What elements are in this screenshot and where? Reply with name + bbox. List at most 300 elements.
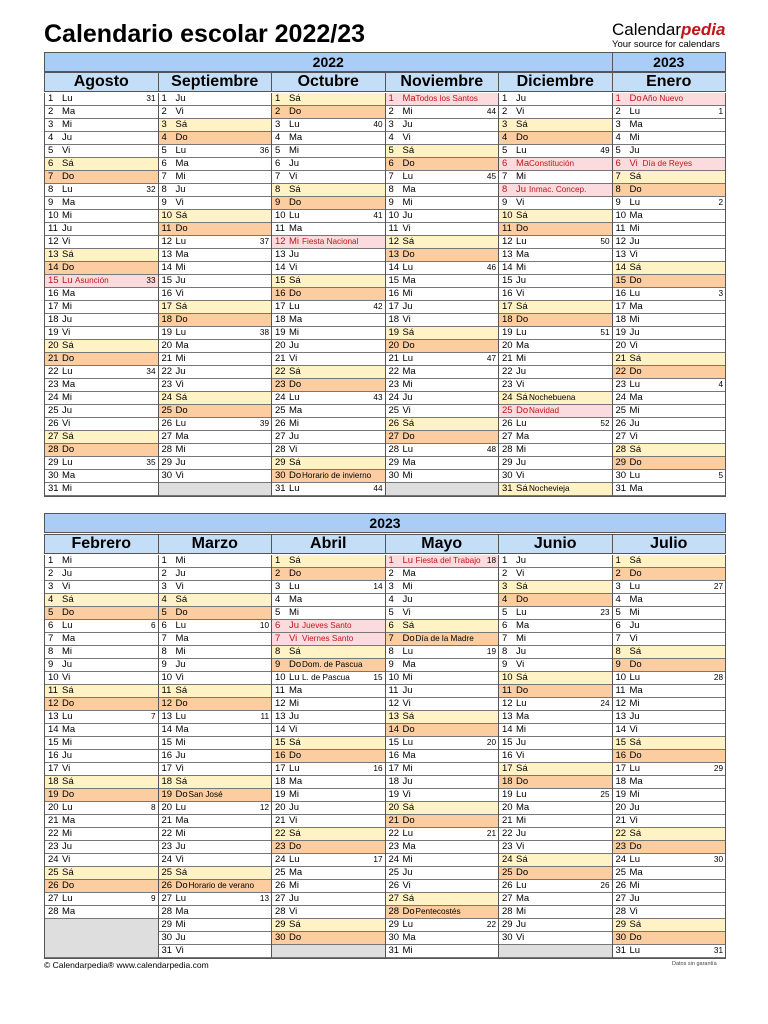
weekday-label: Vi bbox=[516, 379, 525, 390]
day-number: 19 bbox=[275, 327, 286, 338]
day-number: 9 bbox=[275, 197, 281, 208]
day-row bbox=[499, 262, 612, 275]
week-number: 40 bbox=[373, 120, 383, 129]
weekday-label: Sá bbox=[516, 301, 528, 312]
day-row bbox=[499, 418, 612, 431]
year-header: 2023 bbox=[44, 513, 726, 533]
day-number: 9 bbox=[388, 197, 394, 208]
day-row bbox=[386, 392, 499, 405]
weekday-label: Mi bbox=[62, 737, 73, 748]
day-row bbox=[159, 919, 272, 932]
weekday-label: Ju bbox=[175, 932, 186, 943]
day-number: 7 bbox=[615, 633, 621, 644]
day-number: 7 bbox=[161, 633, 167, 644]
weekday-label: Sá bbox=[629, 353, 642, 364]
day-number: 16 bbox=[161, 288, 173, 299]
weekday-label: Do bbox=[175, 607, 188, 618]
weekday-label: Lu bbox=[62, 457, 73, 468]
day-number: 25 bbox=[388, 405, 400, 416]
weekday-label: Sá bbox=[629, 262, 642, 273]
day-number: 8 bbox=[502, 184, 508, 195]
weekday-label: Ma bbox=[402, 275, 416, 286]
day-number: 23 bbox=[615, 379, 627, 390]
event-label: Nochebuena bbox=[529, 393, 576, 402]
day-row bbox=[159, 880, 272, 893]
day-number: 26 bbox=[502, 418, 513, 429]
weekday-label: Mi bbox=[175, 919, 186, 930]
day-number: 24 bbox=[615, 854, 627, 865]
weekday-label: Do bbox=[629, 750, 642, 761]
day-number: 11 bbox=[388, 223, 399, 234]
day-row bbox=[272, 724, 385, 737]
day-number: 9 bbox=[48, 659, 54, 670]
day-number: 24 bbox=[275, 854, 286, 865]
weekday-label: Ma bbox=[402, 750, 416, 761]
weekday-label: Do bbox=[289, 568, 302, 579]
day-row bbox=[499, 607, 612, 620]
day-number: 21 bbox=[161, 353, 173, 364]
weekday-label: Ma bbox=[289, 223, 303, 234]
weekday-label: Sá bbox=[62, 249, 74, 260]
day-row bbox=[45, 828, 158, 841]
day-row bbox=[499, 828, 612, 841]
day-number: 23 bbox=[275, 379, 286, 390]
day-row bbox=[613, 776, 726, 789]
day-row bbox=[613, 457, 726, 470]
day-number: 6 bbox=[502, 158, 508, 169]
day-number: 27 bbox=[48, 893, 59, 904]
weekday-label: Ju bbox=[516, 828, 527, 839]
weekday-label: Ju bbox=[629, 802, 640, 813]
week-number: 37 bbox=[259, 237, 269, 246]
weekday-label: Ju bbox=[516, 93, 527, 104]
weekday-label: Ma bbox=[289, 132, 303, 143]
day-number: 12 bbox=[275, 236, 286, 247]
day-row bbox=[45, 184, 158, 197]
day-row bbox=[386, 932, 499, 945]
weekday-label: Sá bbox=[516, 119, 528, 130]
day-row bbox=[159, 581, 272, 594]
day-number: 4 bbox=[502, 132, 508, 143]
weekday-label: Vi bbox=[289, 906, 298, 917]
weekday-label: Lu bbox=[402, 262, 414, 273]
weekday-label: Sá bbox=[516, 392, 528, 403]
day-number: 14 bbox=[161, 262, 173, 273]
day-row bbox=[499, 880, 612, 893]
week-number: 19 bbox=[486, 647, 496, 656]
weekday-label: Vi bbox=[629, 431, 638, 442]
day-row bbox=[45, 568, 158, 581]
weekday-label: Ju bbox=[629, 711, 640, 722]
day-row bbox=[613, 711, 726, 724]
day-number: 8 bbox=[275, 646, 281, 657]
day-number: 1 bbox=[275, 93, 281, 104]
day-row bbox=[499, 483, 612, 496]
day-number: 15 bbox=[502, 737, 513, 748]
day-number: 26 bbox=[502, 880, 513, 891]
weekday-label: Ma bbox=[175, 724, 189, 735]
day-number: 7 bbox=[502, 633, 508, 644]
day-row bbox=[613, 301, 726, 314]
weekday-label: Do bbox=[62, 789, 75, 800]
day-number: 12 bbox=[275, 698, 286, 709]
weekday-label: Do bbox=[289, 379, 302, 390]
day-row bbox=[386, 867, 499, 880]
weekday-label: Lu bbox=[629, 470, 641, 481]
week-number: 35 bbox=[146, 458, 156, 467]
weekday-label: Vi bbox=[629, 815, 638, 826]
holiday-label: Fiesta Nacional bbox=[302, 237, 359, 246]
day-number: 16 bbox=[388, 750, 400, 761]
weekday-label: Ju bbox=[289, 620, 300, 631]
day-number: 6 bbox=[502, 620, 508, 631]
day-row bbox=[272, 340, 385, 353]
weekday-label: Ma bbox=[62, 906, 76, 917]
weekday-label: Ju bbox=[62, 568, 73, 579]
month-column bbox=[498, 555, 613, 959]
weekday-label: Sá bbox=[402, 893, 415, 904]
weekday-label: Sá bbox=[175, 392, 188, 403]
weekday-label: Do bbox=[62, 171, 75, 182]
event-label: Dom. de Pascua bbox=[302, 660, 363, 669]
empty-cell bbox=[45, 919, 158, 958]
day-number: 24 bbox=[48, 392, 59, 403]
day-number: 2 bbox=[502, 568, 508, 579]
weekday-label: Ju bbox=[175, 275, 186, 286]
day-number: 29 bbox=[48, 457, 59, 468]
day-row bbox=[499, 776, 612, 789]
weekday-label: Ju bbox=[516, 555, 527, 566]
weekday-label: Vi bbox=[175, 763, 184, 774]
weekday-label: Vi bbox=[516, 288, 525, 299]
weekday-label: Ju bbox=[629, 145, 640, 156]
weekday-label: Mi bbox=[629, 607, 640, 618]
weekday-label: Ju bbox=[402, 392, 413, 403]
day-row bbox=[45, 353, 158, 366]
weekday-label: Mi bbox=[629, 880, 640, 891]
weekday-label: Mi bbox=[516, 262, 527, 273]
day-row bbox=[272, 470, 385, 483]
week-number: 31 bbox=[146, 94, 156, 103]
weekday-label: Ma bbox=[289, 867, 303, 878]
weekday-label: Ma bbox=[402, 366, 416, 377]
day-row bbox=[499, 919, 612, 932]
day-row bbox=[499, 854, 612, 867]
day-row bbox=[613, 392, 726, 405]
day-row bbox=[613, 444, 726, 457]
day-number: 13 bbox=[615, 249, 627, 260]
weekday-label: Lu bbox=[516, 880, 527, 891]
day-row bbox=[386, 711, 499, 724]
day-number: 29 bbox=[275, 919, 286, 930]
day-row bbox=[499, 906, 612, 919]
day-row bbox=[45, 841, 158, 854]
day-row bbox=[159, 223, 272, 236]
day-number: 4 bbox=[275, 132, 281, 143]
weekday-label: Mi bbox=[289, 327, 300, 338]
weekday-label: Mi bbox=[516, 171, 527, 182]
weekday-label: Mi bbox=[402, 197, 413, 208]
day-number: 12 bbox=[502, 698, 513, 709]
week-number: 44 bbox=[373, 484, 383, 493]
day-number: 4 bbox=[161, 594, 167, 605]
day-number: 7 bbox=[161, 171, 167, 182]
day-row bbox=[613, 919, 726, 932]
day-row bbox=[272, 145, 385, 158]
week-number: 24 bbox=[600, 699, 610, 708]
day-row bbox=[499, 288, 612, 301]
day-number: 26 bbox=[388, 418, 400, 429]
weekday-label: Lu bbox=[175, 418, 187, 429]
weekday-label: Lu bbox=[289, 854, 300, 865]
day-row bbox=[499, 802, 612, 815]
day-number: 31 bbox=[388, 945, 400, 956]
weekday-label: Lu bbox=[402, 646, 414, 657]
weekday-label: Lu bbox=[629, 763, 641, 774]
day-row bbox=[159, 366, 272, 379]
day-row bbox=[613, 145, 726, 158]
day-number: 22 bbox=[615, 828, 627, 839]
day-row bbox=[613, 418, 726, 431]
day-row bbox=[159, 685, 272, 698]
week-number: 20 bbox=[486, 738, 496, 747]
day-number: 17 bbox=[48, 763, 59, 774]
day-row bbox=[159, 340, 272, 353]
day-number: 22 bbox=[48, 828, 59, 839]
day-number: 12 bbox=[388, 236, 400, 247]
day-number: 4 bbox=[615, 132, 621, 143]
month-header: Febrero bbox=[44, 534, 159, 554]
day-row bbox=[159, 789, 272, 802]
day-row bbox=[386, 919, 499, 932]
weekday-label: Do bbox=[402, 340, 415, 351]
day-row bbox=[386, 828, 499, 841]
weekday-label: Ju bbox=[289, 158, 300, 169]
weekday-label: Mi bbox=[175, 262, 186, 273]
weekday-label: Ju bbox=[175, 457, 186, 468]
day-row bbox=[272, 932, 385, 945]
day-number: 9 bbox=[161, 659, 167, 670]
day-row bbox=[613, 262, 726, 275]
weekday-label: Lu bbox=[516, 145, 527, 156]
day-row bbox=[613, 171, 726, 184]
day-row bbox=[45, 93, 158, 106]
week-number: 2 bbox=[718, 198, 723, 207]
day-number: 17 bbox=[615, 301, 627, 312]
day-number: 15 bbox=[48, 737, 59, 748]
day-row bbox=[386, 672, 499, 685]
day-number: 30 bbox=[388, 932, 400, 943]
month-header: Octubre bbox=[271, 72, 386, 92]
weekday-label: Ju bbox=[402, 776, 413, 787]
weekday-label: Vi bbox=[516, 841, 525, 852]
day-row bbox=[613, 366, 726, 379]
day-row bbox=[45, 470, 158, 483]
day-number: 29 bbox=[161, 457, 173, 468]
day-number: 14 bbox=[388, 724, 400, 735]
weekday-label: Mi bbox=[516, 724, 527, 735]
day-number: 19 bbox=[161, 327, 173, 338]
weekday-label: Mi bbox=[402, 763, 413, 774]
day-row bbox=[272, 301, 385, 314]
weekday-label: Lu bbox=[175, 620, 187, 631]
weekday-label: Sá bbox=[62, 431, 74, 442]
day-number: 14 bbox=[48, 262, 59, 273]
day-row bbox=[159, 867, 272, 880]
day-row bbox=[613, 119, 726, 132]
day-number: 8 bbox=[48, 184, 54, 195]
weekday-label: Lu bbox=[402, 555, 414, 566]
weekday-label: Lu bbox=[289, 672, 300, 683]
day-row bbox=[272, 841, 385, 854]
day-number: 6 bbox=[48, 620, 54, 631]
day-row bbox=[499, 327, 612, 340]
week-number: 3 bbox=[718, 289, 723, 298]
weekday-label: Mi bbox=[629, 789, 640, 800]
day-row bbox=[272, 210, 385, 223]
weekday-label: Ma bbox=[629, 210, 643, 221]
weekday-label: Do bbox=[402, 249, 415, 260]
day-row bbox=[386, 275, 499, 288]
day-row bbox=[272, 366, 385, 379]
weekday-label: Do bbox=[62, 262, 75, 273]
day-number: 11 bbox=[502, 685, 512, 696]
holiday-label: Todos los Santos bbox=[415, 94, 478, 103]
holiday-label: Fiesta del Trabajo bbox=[415, 556, 481, 565]
day-number: 31 bbox=[275, 483, 286, 494]
weekday-label: Mi bbox=[175, 828, 186, 839]
day-row bbox=[613, 789, 726, 802]
day-number: 24 bbox=[48, 854, 59, 865]
day-number: 10 bbox=[161, 672, 173, 683]
day-number: 20 bbox=[275, 802, 286, 813]
week-number: 27 bbox=[713, 582, 723, 591]
event-label: San José bbox=[188, 790, 223, 799]
day-row bbox=[613, 867, 726, 880]
week-number: 11 bbox=[260, 712, 269, 721]
day-number: 15 bbox=[615, 737, 627, 748]
weekday-label: Vi bbox=[402, 789, 411, 800]
day-row bbox=[159, 184, 272, 197]
day-number: 23 bbox=[48, 379, 59, 390]
day-row bbox=[613, 620, 726, 633]
weekday-label: Do bbox=[402, 724, 415, 735]
day-number: 14 bbox=[48, 724, 59, 735]
day-row bbox=[272, 672, 385, 685]
month-column bbox=[271, 93, 386, 497]
day-row bbox=[386, 314, 499, 327]
weekday-label: Ju bbox=[175, 568, 186, 579]
weekday-label: Ju bbox=[289, 340, 300, 351]
day-number: 26 bbox=[615, 880, 627, 891]
weekday-label: Mi bbox=[62, 555, 73, 566]
weekday-label: Vi bbox=[516, 197, 525, 208]
weekday-label: Do bbox=[289, 288, 302, 299]
weekday-label: Do bbox=[62, 698, 75, 709]
weekday-label: Sá bbox=[516, 763, 528, 774]
day-row bbox=[386, 236, 499, 249]
weekday-label: Mi bbox=[289, 145, 300, 156]
day-number: 26 bbox=[615, 418, 627, 429]
day-row bbox=[45, 158, 158, 171]
day-number: 25 bbox=[161, 405, 173, 416]
weekday-label: Sá bbox=[62, 685, 74, 696]
day-row bbox=[386, 815, 499, 828]
day-row bbox=[386, 366, 499, 379]
weekday-label: Do bbox=[402, 815, 415, 826]
day-row bbox=[159, 431, 272, 444]
month-column bbox=[158, 555, 273, 959]
weekday-label: Sá bbox=[289, 366, 301, 377]
day-number: 15 bbox=[275, 737, 286, 748]
day-row bbox=[499, 106, 612, 119]
month-column bbox=[612, 555, 727, 959]
day-number: 1 bbox=[161, 93, 167, 104]
weekday-label: Ma bbox=[289, 776, 303, 787]
day-number: 9 bbox=[161, 197, 167, 208]
weekday-label: Ma bbox=[289, 405, 303, 416]
day-row bbox=[499, 158, 612, 171]
day-number: 8 bbox=[161, 646, 167, 657]
weekday-label: Vi bbox=[175, 379, 184, 390]
day-number: 3 bbox=[275, 119, 281, 130]
day-number: 21 bbox=[615, 815, 627, 826]
day-number: 13 bbox=[48, 249, 59, 260]
day-number: 17 bbox=[48, 301, 59, 312]
day-number: 9 bbox=[388, 659, 394, 670]
weekday-label: Sá bbox=[289, 555, 301, 566]
empty-cell bbox=[159, 483, 272, 496]
day-row bbox=[499, 301, 612, 314]
day-number: 16 bbox=[502, 288, 513, 299]
day-number: 24 bbox=[502, 854, 513, 865]
day-number: 15 bbox=[161, 275, 173, 286]
weekday-label: Ju bbox=[289, 431, 300, 442]
weekday-label: Vi bbox=[402, 223, 411, 234]
day-number: 26 bbox=[161, 418, 173, 429]
weekday-label: Ma bbox=[402, 841, 416, 852]
day-row bbox=[272, 197, 385, 210]
day-number: 16 bbox=[48, 750, 59, 761]
month-column bbox=[612, 93, 727, 497]
week-number: 6 bbox=[150, 621, 156, 630]
weekday-label: Mi bbox=[516, 353, 527, 364]
day-number: 3 bbox=[48, 581, 54, 592]
weekday-label: Ju bbox=[629, 620, 640, 631]
day-row bbox=[272, 249, 385, 262]
week-number: 18 bbox=[486, 556, 496, 565]
day-row bbox=[159, 405, 272, 418]
day-number: 28 bbox=[275, 444, 286, 455]
day-row bbox=[499, 750, 612, 763]
day-row bbox=[499, 366, 612, 379]
day-number: 21 bbox=[615, 353, 627, 364]
day-row bbox=[499, 145, 612, 158]
weekday-label: Do bbox=[62, 880, 75, 891]
day-number: 5 bbox=[502, 145, 508, 156]
day-row bbox=[499, 392, 612, 405]
day-row bbox=[159, 672, 272, 685]
day-row bbox=[159, 724, 272, 737]
day-row bbox=[45, 659, 158, 672]
weekday-label: Vi bbox=[629, 906, 638, 917]
weekday-label: Lu bbox=[62, 184, 73, 195]
day-number: 10 bbox=[48, 210, 59, 221]
holiday-label: Año Nuevo bbox=[642, 94, 684, 103]
day-row bbox=[45, 431, 158, 444]
day-row bbox=[159, 815, 272, 828]
day-number: 27 bbox=[502, 893, 513, 904]
